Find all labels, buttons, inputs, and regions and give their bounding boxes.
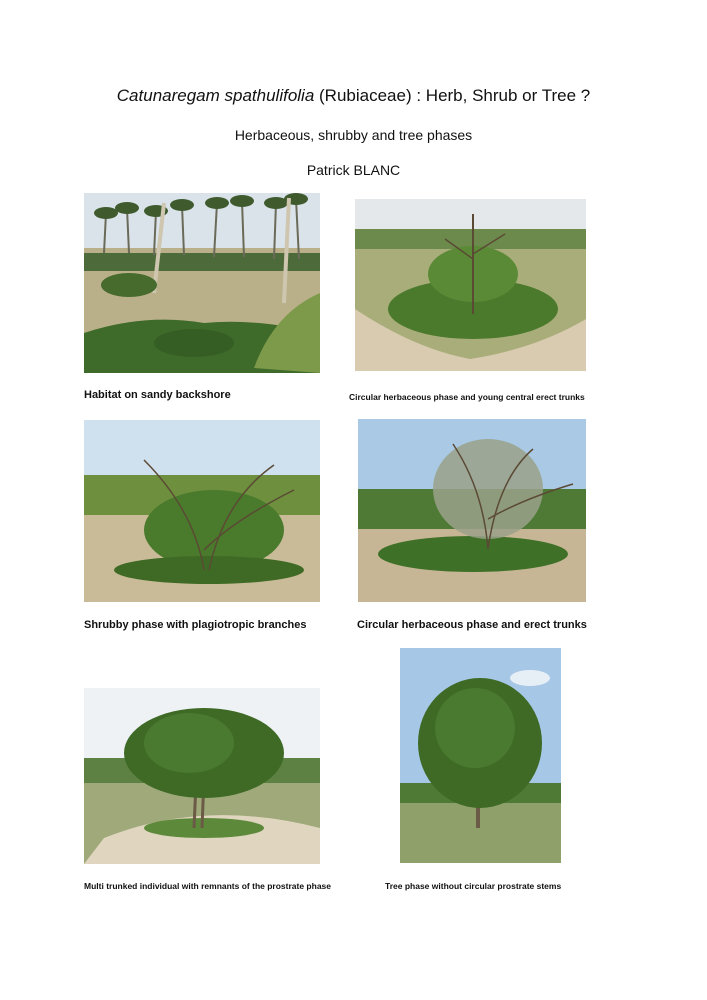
title-species: Catunaregam spathulifolia xyxy=(116,86,315,105)
caption-shrubby-phase: Shrubby phase with plagiotropic branches xyxy=(84,619,307,631)
page-subtitle: Herbaceous, shrubby and tree phases xyxy=(234,127,473,143)
author-name: Patrick BLANC xyxy=(306,162,401,178)
title-rest: (Rubiaceae) : Herb, Shrub or Tree ? xyxy=(314,86,591,105)
photo-tree-phase xyxy=(400,648,561,863)
page-title xyxy=(0,86,707,106)
photo-herbaceous-phase xyxy=(355,199,586,371)
caption-herbaceous-phase: Circular herbaceous phase and young central erect trunks xyxy=(349,392,585,402)
caption-habitat: Habitat on sandy backshore xyxy=(84,389,231,401)
photo-habitat xyxy=(84,193,320,373)
caption-erect-trunks: Circular herbaceous phase and erect trunks xyxy=(357,619,587,631)
photo-shrubby-phase xyxy=(84,420,320,602)
caption-multi-trunked: Multi trunked individual with remnants of the prostrate phase xyxy=(84,881,331,891)
photo-erect-trunks xyxy=(358,419,586,602)
photo-multi-trunked xyxy=(84,688,320,864)
caption-tree-phase: Tree phase without circular prostrate stems xyxy=(385,881,562,891)
